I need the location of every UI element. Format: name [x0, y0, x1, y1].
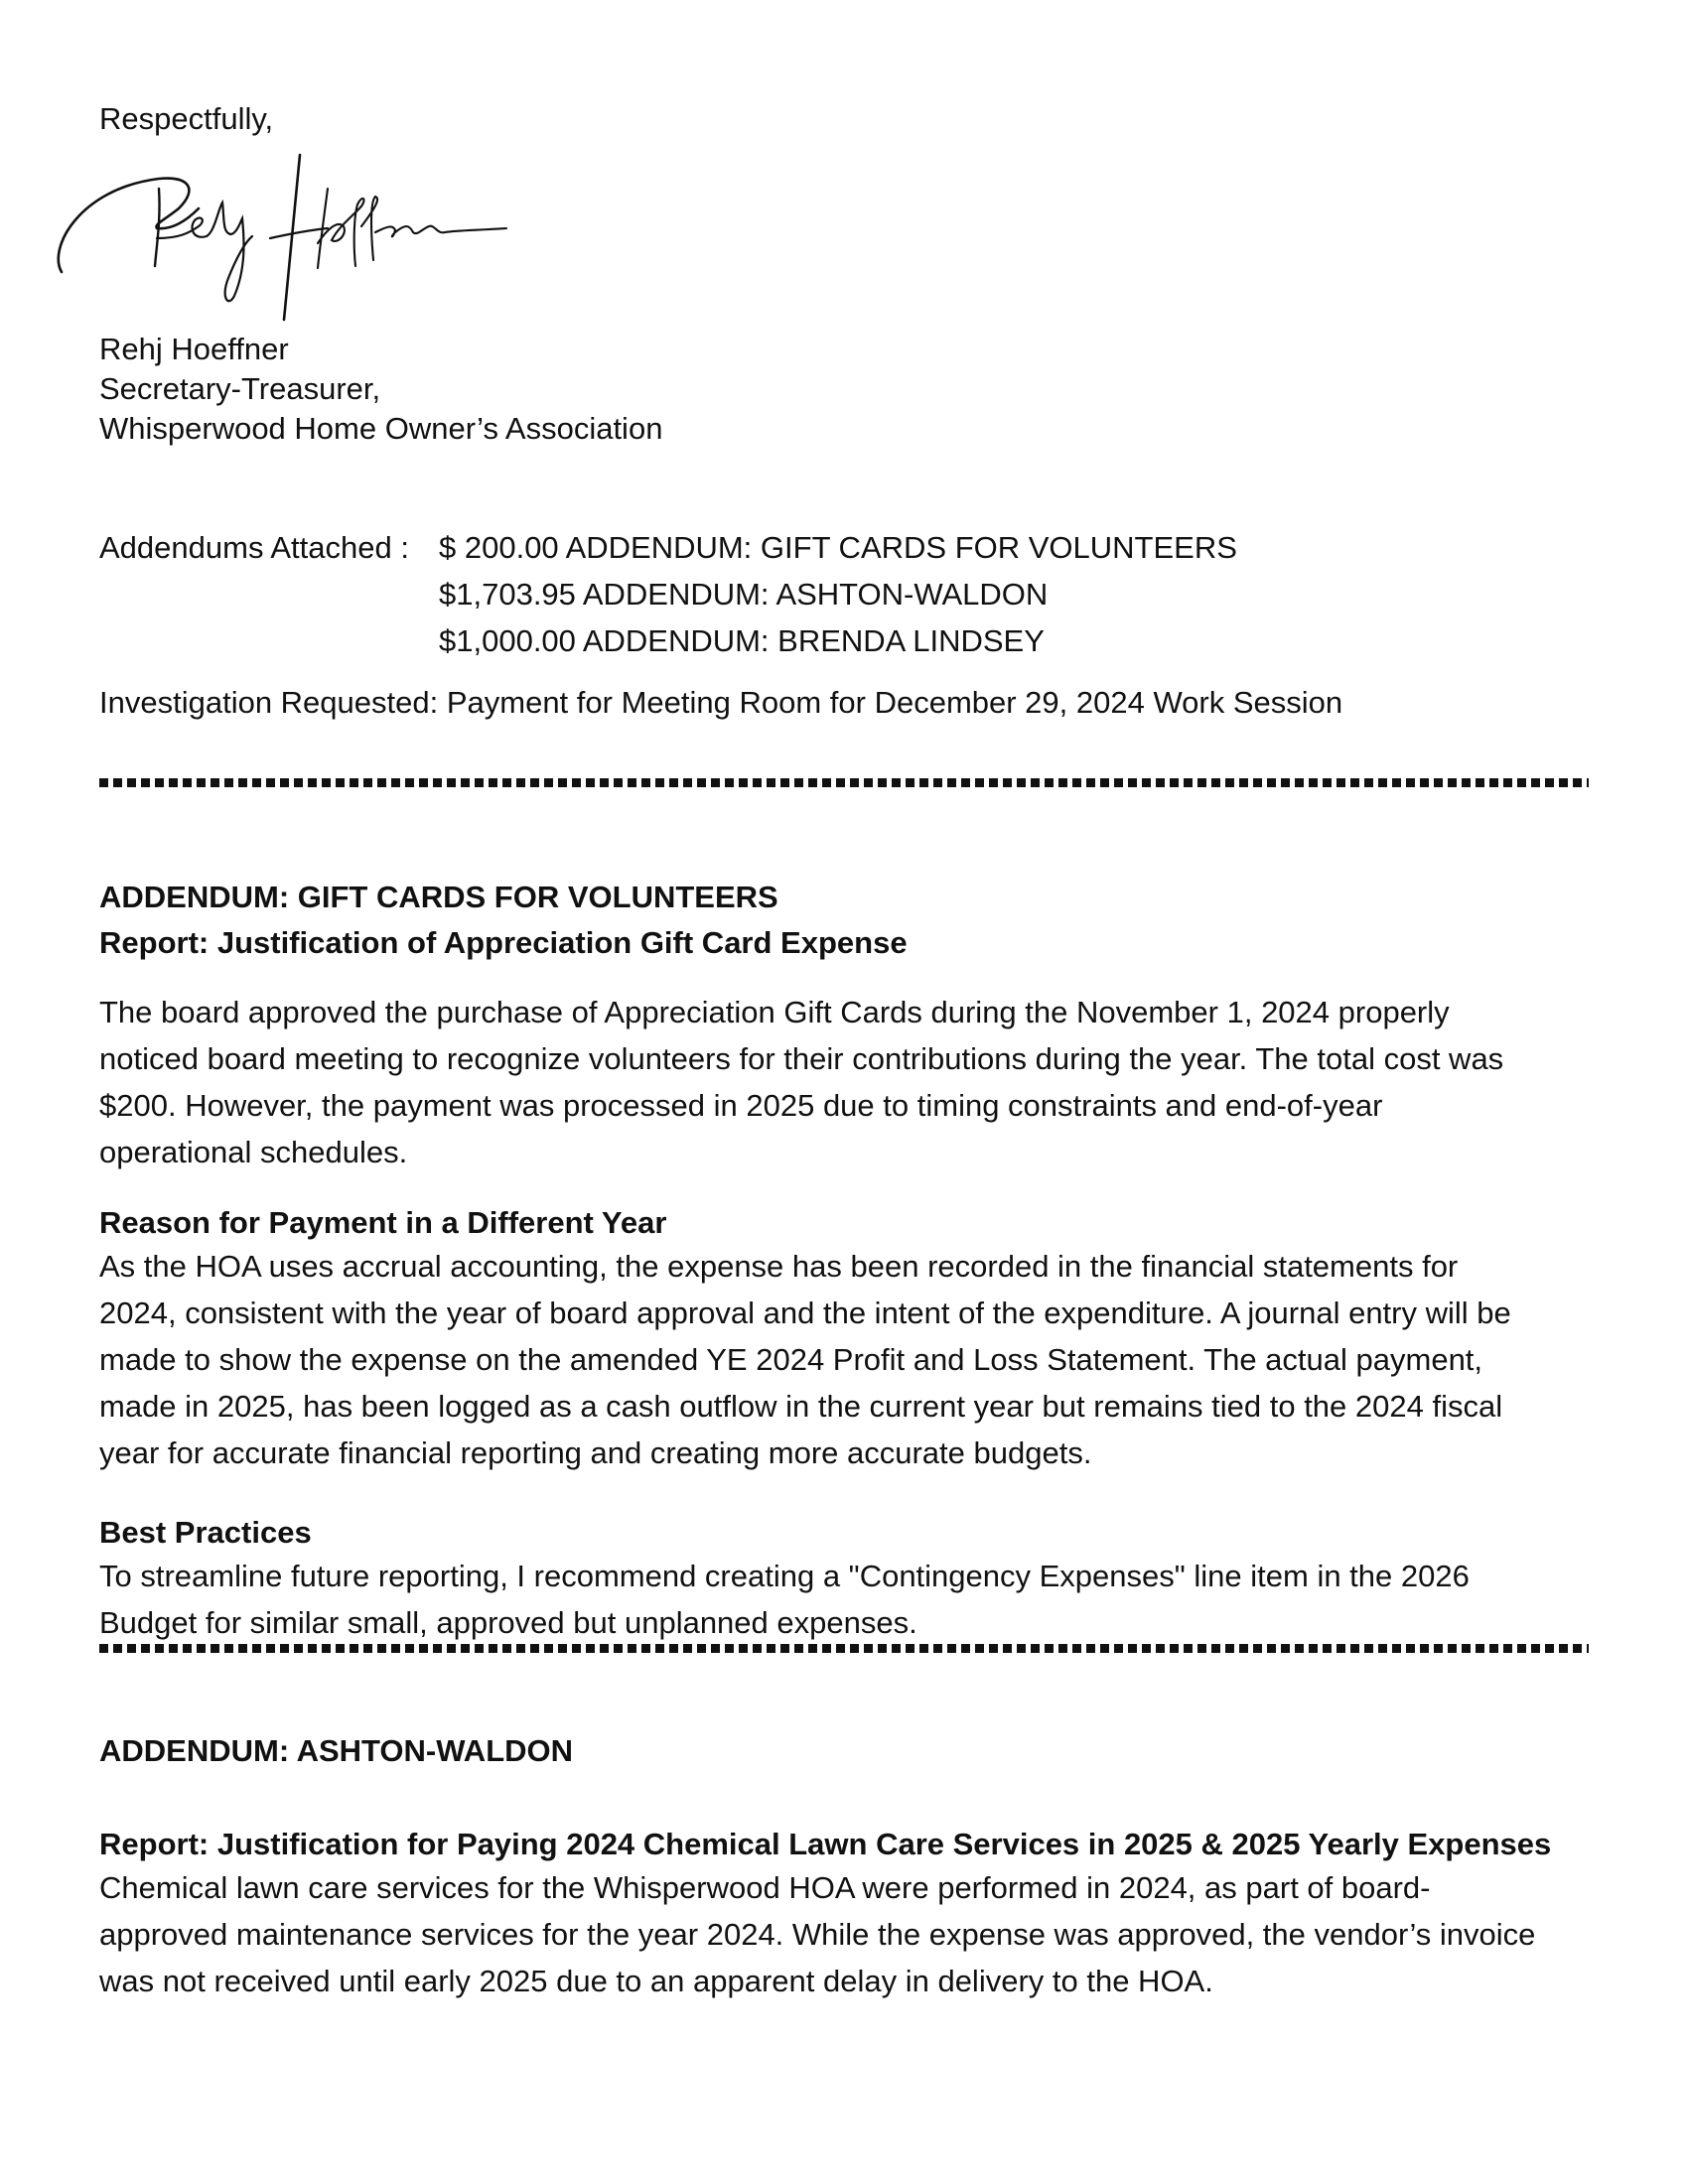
- letter-page: [99, 0, 1589, 2184]
- paragraph-line: was not received until early 2025 due to an apparent delay in delivery to the HOA.: [99, 1964, 1213, 1998]
- gift-cards-report-title: Report: Justification of Appreciation Gift Card Expense: [99, 925, 908, 960]
- paragraph-line: Budget for similar small, approved but unplanned expenses.: [99, 1605, 917, 1640]
- reason-paragraph: [99, 1243, 1589, 1476]
- best-practices-paragraph: [99, 1553, 1589, 1646]
- paragraph-line: made in 2025, has been logged as a cash outflow in the current year but remains tied to the 2024 fiscal: [99, 1389, 1503, 1424]
- paragraph-line: To streamline future reporting, I recommend creating a "Contingency Expenses" line item in the 2026: [99, 1559, 1470, 1593]
- paragraph-line: made to show the expense on the amended YE 2024 Profit and Loss Statement. The actual payment,: [99, 1342, 1483, 1377]
- signer-title: Secretary-Treasurer,: [99, 371, 381, 406]
- paragraph-line: noticed board meeting to recognize volunteers for their contributions during the year. The total cost was: [99, 1041, 1504, 1076]
- paragraph-line: year for accurate financial reporting and creating more accurate budgets.: [99, 1435, 1092, 1470]
- handwritten-signature: [40, 149, 536, 328]
- gift-cards-heading: ADDENDUM: GIFT CARDS FOR VOLUNTEERS: [99, 880, 778, 914]
- signer-name: Rehj Hoeffner: [99, 332, 289, 366]
- section-divider: [99, 1644, 1589, 1653]
- addenda-list: [439, 524, 1237, 664]
- investigation-request: Investigation Requested: Payment for Meeting Room for December 29, 2024 Work Session: [99, 685, 1343, 720]
- gift-cards-intro: [99, 989, 1589, 1175]
- reason-heading: Reason for Payment in a Different Year: [99, 1205, 667, 1240]
- ashton-heading: ADDENDUM: ASHTON-WALDON: [99, 1733, 574, 1768]
- paragraph-line: As the HOA uses accrual accounting, the expense has been recorded in the financial statements for: [99, 1249, 1459, 1284]
- section-divider: [99, 778, 1589, 787]
- paragraph-line: operational schedules.: [99, 1135, 408, 1169]
- ashton-paragraph: [99, 1864, 1589, 2004]
- addenda-label: Addendums Attached :: [99, 530, 409, 565]
- signer-organization: Whisperwood Home Owner’s Association: [99, 411, 663, 446]
- paragraph-line: The board approved the purchase of Appreciation Gift Cards during the November 1, 2024 properly: [99, 995, 1450, 1029]
- ashton-report-title: Report: Justification for Paying 2024 Chemical Lawn Care Services in 2025 & 2025 Yearly Expenses: [99, 1827, 1552, 1861]
- closing-text: Respectfully,: [99, 101, 274, 136]
- paragraph-line: approved maintenance services for the year 2024. While the expense was approved, the vendor’s invoice: [99, 1917, 1536, 1952]
- paragraph-line: 2024, consistent with the year of board approval and the intent of the expenditure. A journal entry will be: [99, 1296, 1511, 1330]
- addenda-item: $1,000.00 ADDENDUM: BRENDA LINDSEY: [439, 623, 1045, 658]
- addenda-item: $ 200.00 ADDENDUM: GIFT CARDS FOR VOLUNTEERS: [439, 530, 1237, 565]
- addenda-item: $1,703.95 ADDENDUM: ASHTON-WALDON: [439, 577, 1049, 612]
- best-practices-heading: Best Practices: [99, 1515, 312, 1550]
- paragraph-line: $200. However, the payment was processed in 2025 due to timing constraints and end-of-year: [99, 1088, 1383, 1123]
- paragraph-line: Chemical lawn care services for the Whisperwood HOA were performed in 2024, as part of board-: [99, 1870, 1431, 1905]
